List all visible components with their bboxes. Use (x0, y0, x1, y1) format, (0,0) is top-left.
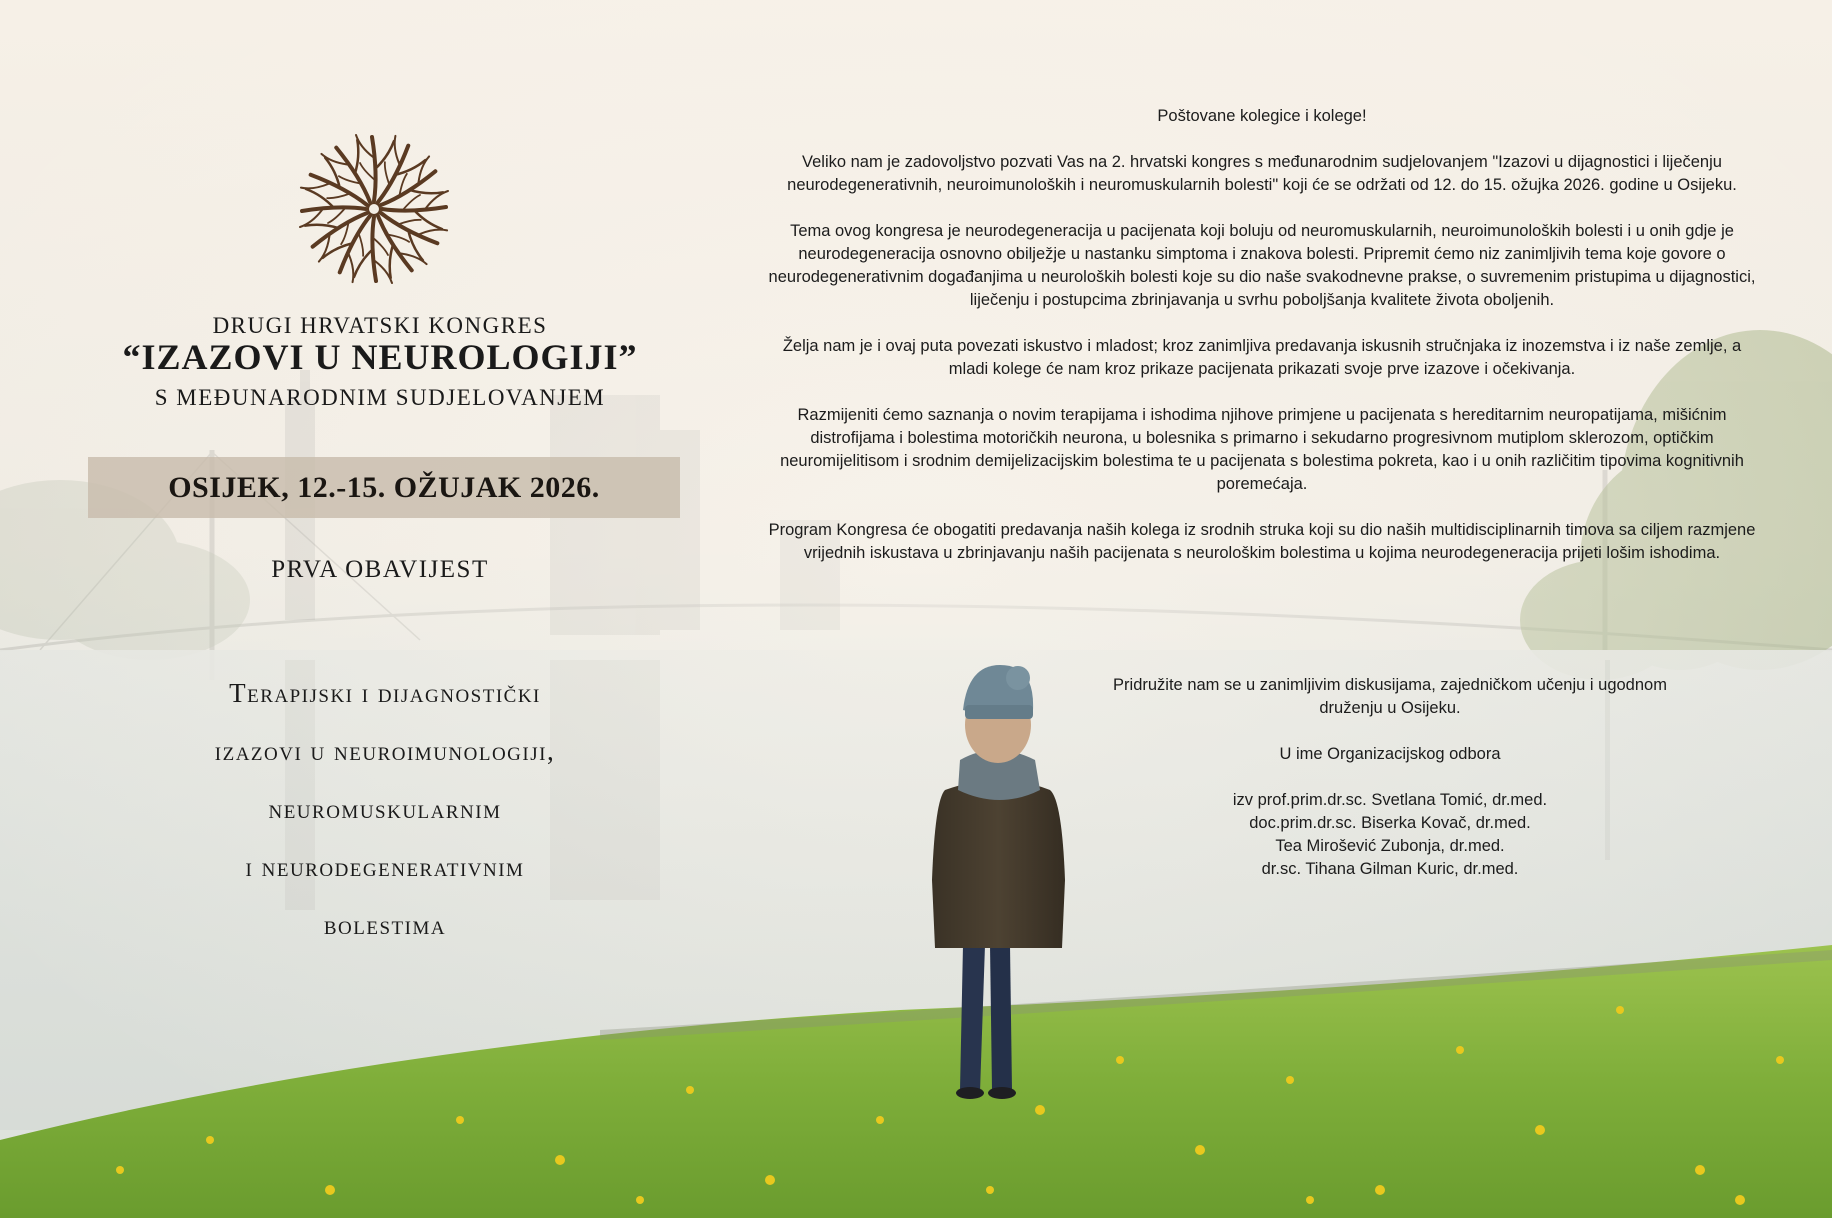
letter-paragraph-2: Tema ovog kongresa je neurodegeneracija u pacijenata koji boluju od neuromuskularnih, neuroimunoloških bolesti i u onih gdje je neurodegeneracija osnovno obilježje u nastanku simptoma i znakova bolesti. Pripremit ćemo niz zanimljivih tema koje govore o neurodegenerativnim događanjima u neuroloških bolesti koje su dio naše svakodnevne prakse, o suvremenim pristupima u dijagnostici, liječenju i postupcima zbrinjavanja u svrhu poboljšanja kvalitete života oboljenih. (768, 222, 1756, 309)
congress-title-line1: DRUGI HRVATSKI KONGRES (212, 313, 548, 338)
date-location-text: OSIJEK, 12.-15. OŽUJAK 2026. (168, 470, 600, 504)
letter-paragraph-1: Veliko nam je zadovoljstvo pozvati Vas na 2. hrvatski kongres s međunarodnim sudjelovanjem "Izazovi u dijagnostici i liječenju neurodegenerativnih, neuroimunoloških i neuromuskularnih bolesti" koji će se održati od 12. do 15. ožujka 2026. godine u Osijeku. (787, 153, 1737, 194)
congress-logo (290, 125, 458, 293)
topic-line: izazovi u neuroimunologiji, (214, 736, 556, 766)
topic-line: bolestima (323, 910, 447, 940)
signatory: Tea Mirošević Zubonja, dr.med. (1275, 837, 1505, 855)
congress-title-line3: S MEĐUNARODNIM SUDJELOVANJEM (154, 385, 606, 410)
letter-paragraph-3: Želja nam je i ovaj puta povezati iskustvo i mladost; kroz zanimljiva predavanja iskusnih stručnjaka iz inozemstva i iz naše zemlje, a mladi kolege će nam kroz prikaze pacijenata prikazati svoje prve izazove i očekivanja. (782, 337, 1742, 378)
topic-line: neuromuskularnim (268, 794, 502, 824)
signatory: dr.sc. Tihana Gilman Kuric, dr.med. (1261, 860, 1519, 878)
signatory: doc.prim.dr.sc. Biserka Kovač, dr.med. (1249, 814, 1531, 832)
neural-tree-logo-icon (290, 125, 458, 293)
letter-paragraph-4: Razmijeniti ćemo saznanja o novim terapijama i ishodima njihove primjene u pacijenata s hereditarnim neuropatijama, mišićnim distrofijama i bolestima motoričkih neurona, u bolesnika s primarno i sekudarno progresivnom mutiplom sklerozom, optičkim neuromijelitisom i srodnim demijelizacijskim bolestima te u pacijenata s bolestima pokreta, kao i u onih različitim tipovima kognitivnih poremećaja. (780, 406, 1744, 493)
signatory: izv prof.prim.dr.sc. Svetlana Tomić, dr.med. (1232, 791, 1548, 809)
topic-line: Terapijski i dijagnostički (229, 678, 541, 708)
date-location-band (88, 457, 680, 518)
invitation-letter (762, 105, 1762, 588)
first-notice-heading: PRVA OBAVIJEST (271, 556, 489, 583)
congress-title-main: “IZAZOVI U NEUROLOGIJI” (122, 337, 638, 377)
letter-closing (1090, 674, 1690, 881)
closing-invite: Pridružite nam se u zanimljivim diskusijama, zajedničkom učenju i ugodnom druženju u Osijeku. (1113, 676, 1667, 717)
congress-topics (90, 664, 680, 954)
letter-greeting: Poštovane kolegice i kolege! (1157, 107, 1367, 125)
letter-paragraph-5: Program Kongresa će obogatiti predavanja naših kolega iz srodnih struka koji su dio naših multidisciplinarnih timova sa ciljem razmjene vrijednih iskustava u zbrinjavanju naših pacijenata s neurološkim bolestima u kojima neurodegeneracija prijeti lošim ishodima. (768, 521, 1756, 562)
topic-line: i neurodegenerativnim (245, 852, 525, 882)
closing-on-behalf: U ime Organizacijskog odbora (1279, 745, 1501, 763)
